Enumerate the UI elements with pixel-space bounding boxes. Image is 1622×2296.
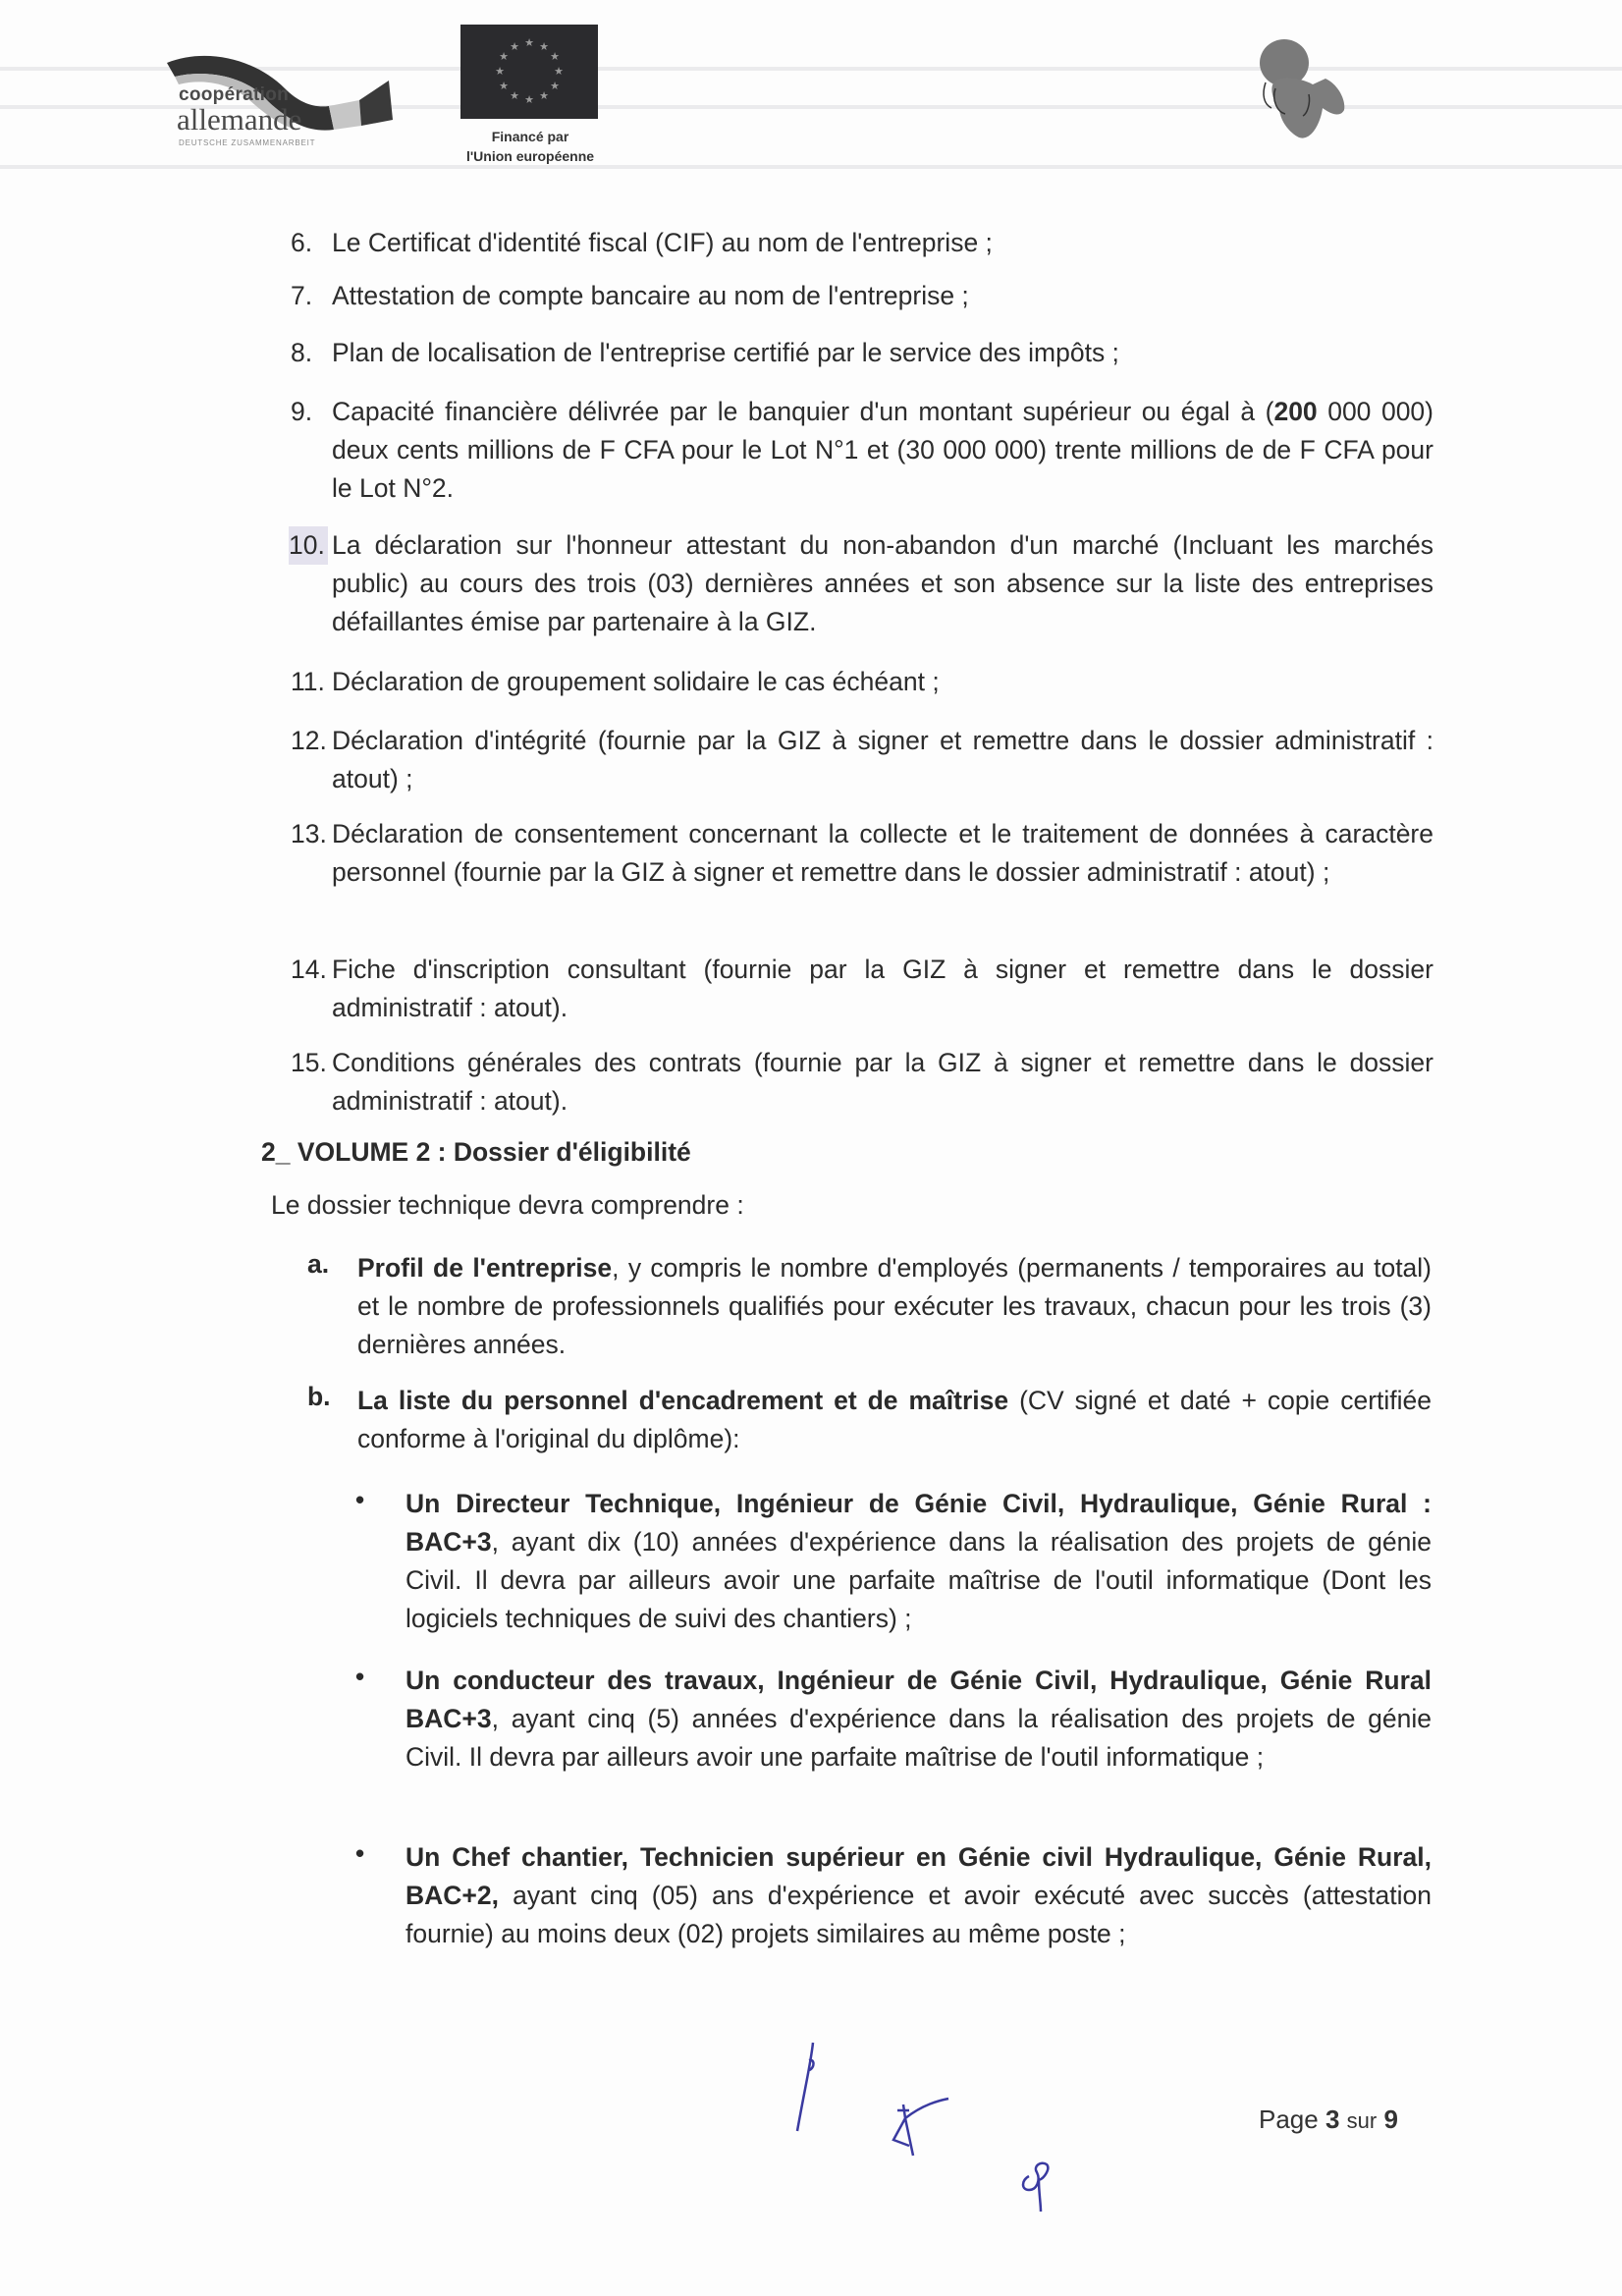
page-number	[1259, 2105, 1398, 2135]
bullet-item-bold: Un Directeur Technique, Ingénieur de Génie Civil, Hydraulique, Génie Rural : BAC+3	[406, 1489, 1432, 1557]
giz-logo-line2: allemande	[177, 102, 302, 137]
page-word: Page	[1259, 2105, 1319, 2134]
bullet-item	[406, 1485, 1432, 1638]
svg-text:★: ★	[550, 80, 560, 92]
bullet-item-rest: , ayant dix (10) années d'expérience dans la réalisation des projets de génie Civil. Il devra par ailleurs avoir une parfaite maîtrise de l'outil informatique (Dont les logiciels techniques de suivi des chantiers) ;	[406, 1527, 1432, 1633]
list-item-number: 6.	[291, 228, 313, 257]
section-intro: Le dossier technique devra comprendre :	[271, 1190, 744, 1220]
list-item-text-part: 000 000) deux cents millions de F CFA pour le Lot N°1 et (30 000 000) trente millions de de F CFA pour le Lot N°2.	[332, 397, 1433, 503]
svg-text:★: ★	[554, 65, 564, 78]
page-current: 3	[1325, 2105, 1340, 2134]
bullet-icon: •	[355, 1485, 365, 1514]
list-item-number: 7.	[291, 281, 313, 310]
sublist-text	[357, 1249, 1432, 1364]
list-item-text-part: Capacité financière délivrée par le banquier d'un montant supérieur ou égal à (	[332, 397, 1274, 426]
giz-logo-line1: coopération	[179, 84, 290, 105]
bullet-item	[406, 1662, 1432, 1777]
handwritten-initial	[884, 2097, 962, 2175]
bullet-item	[406, 1838, 1432, 1953]
list-item-text: La déclaration sur l'honneur attestant du non-abandon d'un marché (Incluant les marchés public) au cours des trois (03) dernières années et son absence sur la liste des entreprises défaillantes émise par partenaire à la GIZ.	[332, 530, 1433, 636]
list-item-text: Déclaration de consentement concernant la collecte et le traitement de données à caractère personnel (fournie par la GIZ à signer et remettre dans le dossier administratif : atout) ;	[332, 819, 1433, 887]
bullet-icon: •	[355, 1662, 365, 1691]
page-total: 9	[1383, 2105, 1398, 2134]
list-item-number: 8.	[291, 338, 313, 367]
bullet-item-rest: , ayant cinq (5) années d'expérience dans la réalisation des projets de génie Civil. Il devra par ailleurs avoir une parfaite maîtrise de l'outil informatique ;	[406, 1704, 1432, 1772]
list-item-text: Fiche d'inscription consultant (fournie par la GIZ à signer et remettre dans le dossier administratif : atout).	[332, 955, 1433, 1022]
list-item-text: Le Certificat d'identité fiscal (CIF) au nom de l'entreprise ;	[332, 228, 993, 257]
svg-text:★: ★	[550, 50, 560, 63]
list-item-text: Conditions générales des contrats (fournie par la GIZ à signer et remettre dans le dossier administratif : atout).	[332, 1048, 1433, 1116]
list-item-text-bold: 200	[1273, 397, 1318, 426]
sublist-text-rest: , y compris le nombre d'employés (permanents / temporaires au total) et le nombre de professionnels qualifiés pour exécuter les travaux, chacun pour les trois (3) dernières années.	[357, 1253, 1433, 1359]
sublist-text-bold: Profil de l'entreprise	[357, 1253, 613, 1283]
list-item-text: Déclaration de groupement solidaire le cas échéant ;	[332, 667, 940, 696]
list-item-text: Attestation de compte bancaire au nom de l'entreprise ;	[332, 281, 969, 310]
sublist-text	[357, 1382, 1432, 1458]
svg-text:★: ★	[539, 40, 549, 53]
section-heading: 2_ VOLUME 2 : Dossier d'éligibilité	[261, 1137, 691, 1167]
list-item-number: 9.	[291, 397, 313, 426]
svg-text:★: ★	[510, 40, 519, 53]
svg-text:★: ★	[499, 80, 509, 92]
sublist-text-bold: La liste du personnel d'encadrement et de maîtrise	[357, 1386, 1009, 1415]
list-item-number: 14.	[291, 955, 327, 984]
list-item-text	[332, 393, 1433, 508]
svg-text:★: ★	[495, 65, 505, 78]
list-item-number: 15.	[291, 1048, 327, 1077]
eu-flag-icon	[460, 25, 598, 119]
list-item-text: Déclaration d'intégrité (fournie par la GIZ à signer et remettre dans le dossier administratif : atout) ;	[332, 726, 1433, 793]
svg-text:★: ★	[524, 93, 534, 106]
giz-logo-line3: DEUTSCHE ZUSAMMENARBEIT	[179, 138, 316, 147]
eu-caption-line2: l'Union européenne	[465, 148, 595, 164]
map-emblem-icon	[1252, 35, 1350, 145]
eu-caption-line1: Financé par	[491, 129, 569, 144]
scan-band	[0, 165, 1622, 169]
svg-text:★: ★	[499, 50, 509, 63]
sublist-label: a.	[307, 1249, 330, 1279]
bullet-item-rest: ayant cinq (05) ans d'expérience et avoir exécuté avec succès (attestation fournie) au moins deux (02) projets similaires au même poste ;	[406, 1881, 1432, 1948]
svg-text:★: ★	[510, 89, 519, 102]
handwritten-initial	[776, 2033, 835, 2141]
page-of-word: sur	[1346, 2108, 1378, 2133]
list-item-number: 11.	[291, 667, 325, 696]
bullet-icon: •	[355, 1838, 365, 1868]
svg-text:★: ★	[524, 36, 534, 49]
sublist-label: b.	[307, 1382, 331, 1411]
list-item-number: 10.	[289, 526, 328, 565]
bullet-item-bold: Un conducteur des travaux, Ingénieur de Génie Civil, Hydraulique, Génie Rural BAC+3	[406, 1666, 1432, 1733]
bullet-item-bold: Un Chef chantier, Technicien supérieur en Génie civil Hydraulique, Génie Rural, BAC+2,	[406, 1842, 1432, 1910]
list-item-text: Plan de localisation de l'entreprise certifié par le service des impôts ;	[332, 338, 1119, 367]
eu-stars-icon	[460, 25, 598, 119]
svg-text:★: ★	[539, 89, 549, 102]
list-item-number: 12.	[291, 726, 327, 755]
sublist-text-rest: (CV signé et daté + copie certifiée conforme à l'original du diplôme):	[357, 1386, 1432, 1453]
list-item-number: 13.	[291, 819, 327, 848]
handwritten-initial	[1011, 2151, 1060, 2219]
